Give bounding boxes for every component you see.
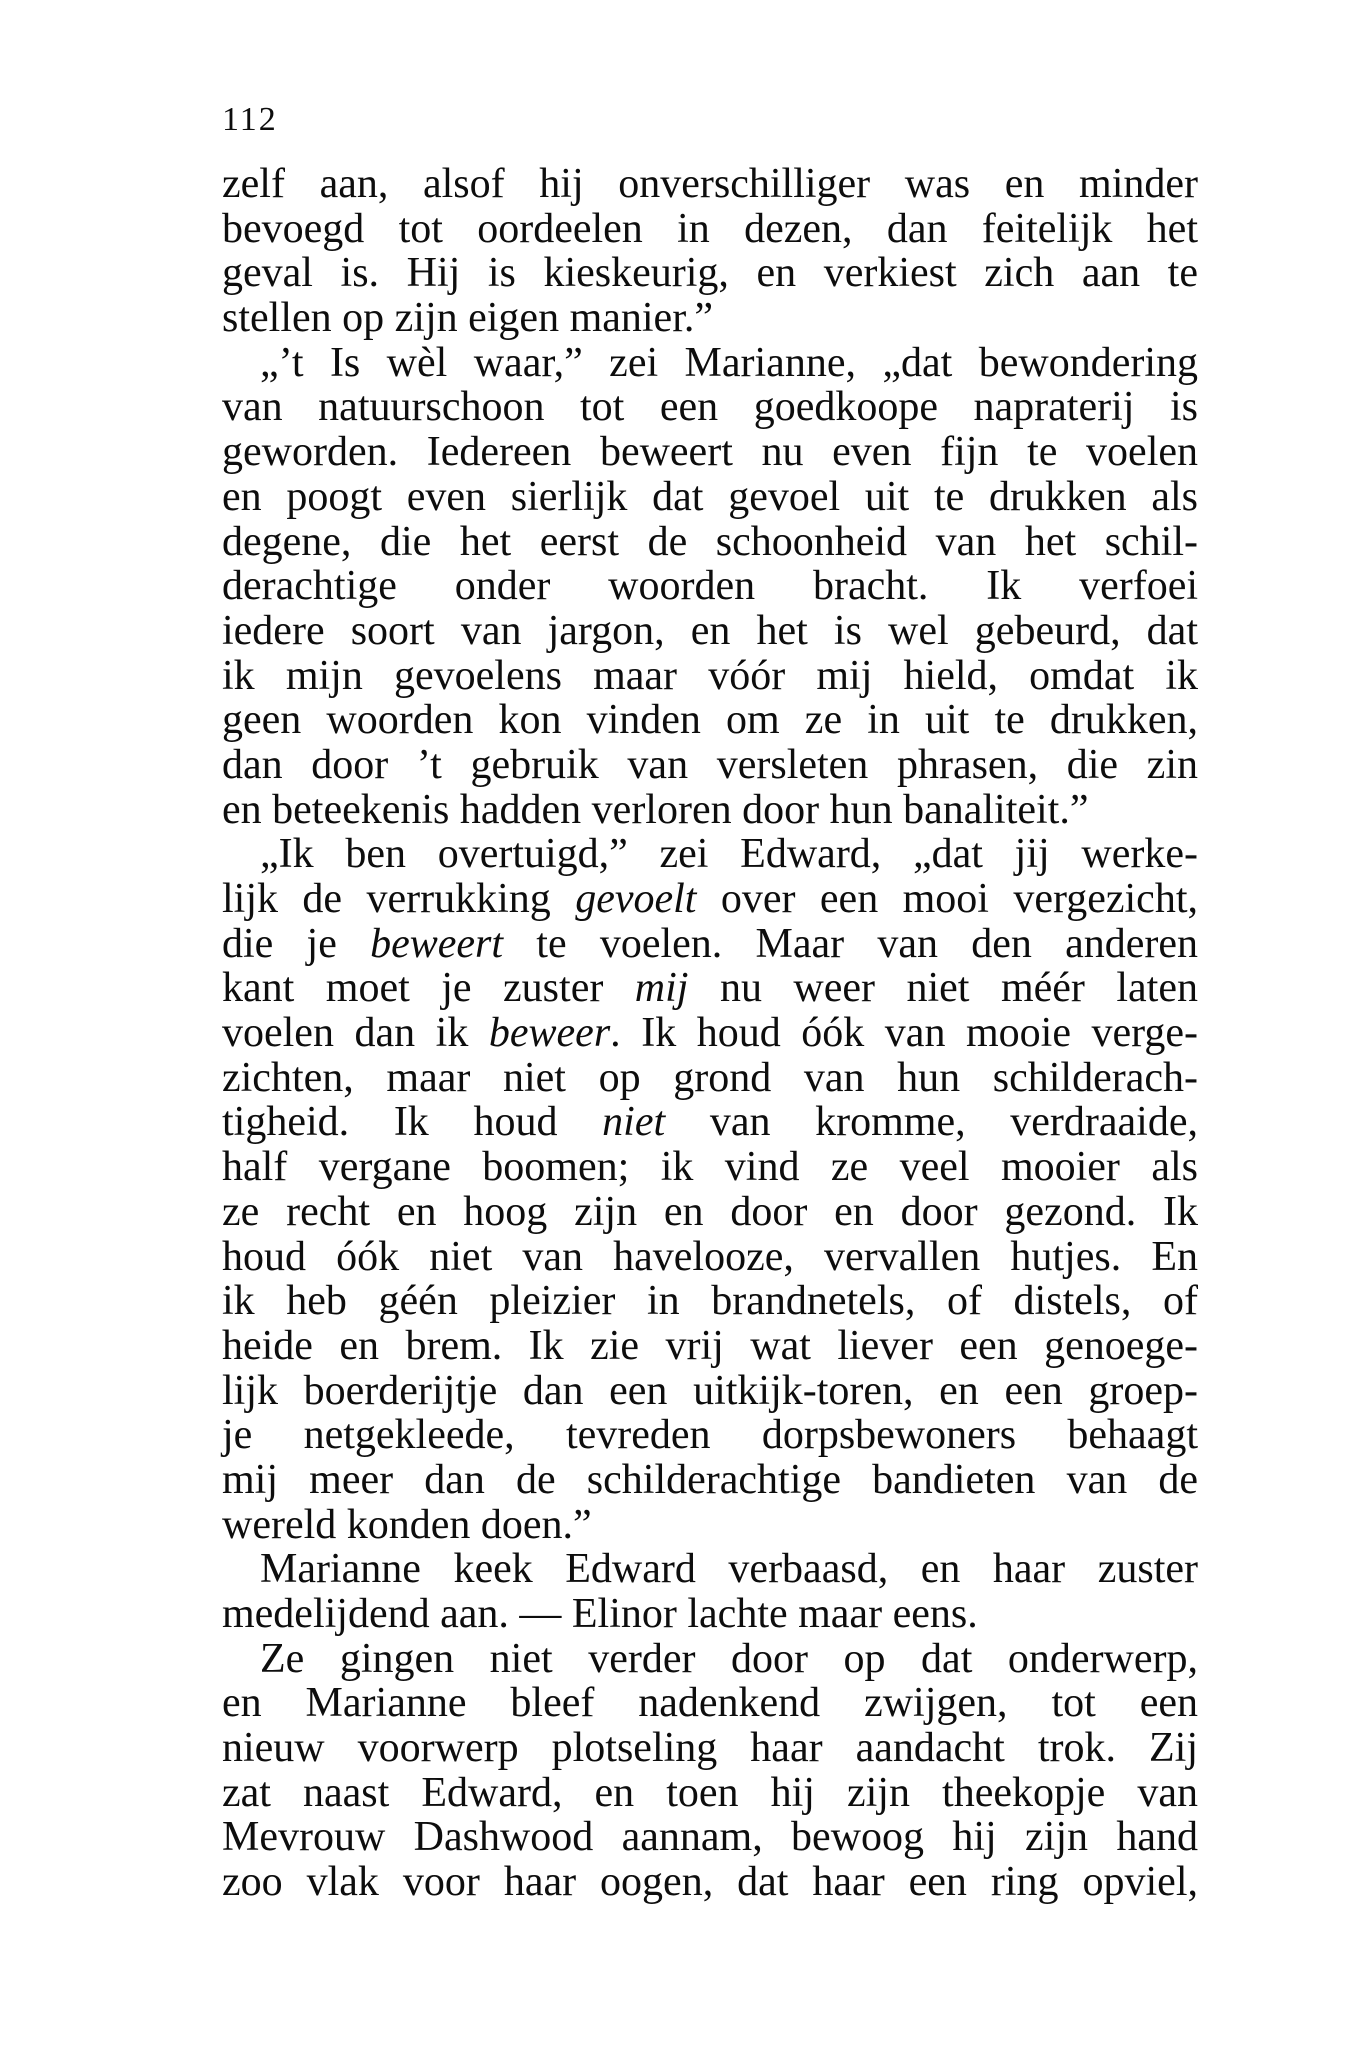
text-line [222, 1100, 1198, 1145]
text-run: te voelen. Maar van den anderen [503, 920, 1199, 967]
text-line: en beteekenis hadden verloren door hun banaliteit.” [222, 786, 1089, 833]
italic-run: beweer [488, 1010, 611, 1057]
text-run: tigheid. Ik houd [222, 1099, 603, 1146]
text-line: medelijdend aan. — Elinor lachte maar eens. [222, 1591, 978, 1637]
text-line: lijk boerderijtje dan een uitkijk-toren, en een groep- [222, 1367, 1198, 1414]
text-run: nu weer niet méér laten [688, 965, 1198, 1012]
text-run: . Ik houd óók van mooie verge- [610, 1010, 1198, 1057]
text-run: over een mooi vergezicht, [696, 876, 1198, 922]
text-line: en Marianne bleef nadenkend zwijgen, tot een [222, 1680, 1198, 1727]
text-line: ik mijn gevoelens maar vóór mij hield, omdat ik [222, 652, 1198, 699]
text-line: Ze gingen niet verder door op dat onderwerp, [260, 1635, 1198, 1682]
text-line [222, 1011, 1198, 1056]
text-line: derachtige onder woorden bracht. Ik verfoei [222, 563, 1198, 610]
text-line [222, 966, 1198, 1011]
text-run: die je [222, 920, 371, 967]
text-line: zat naast Edward, en toen hij zijn theekopje van [222, 1769, 1198, 1816]
text-line: geworden. Iedereen beweert nu even fijn te voelen [222, 429, 1198, 476]
text-line: bevoegd tot oordeelen in dezen, dan feitelijk het [222, 205, 1198, 252]
body-text [222, 162, 1198, 1905]
text-line: degene, die het eerst de schoonheid van het schil- [222, 518, 1198, 565]
italic-run: niet [602, 1099, 666, 1146]
text-run: lijk de verrukking [222, 876, 576, 922]
text-line: mij meer dan de schilderachtige bandieten van de [222, 1456, 1198, 1503]
text-line: nieuw voorwerp plotseling haar aandacht trok. Zij [222, 1725, 1198, 1772]
text-run: voelen dan ik [222, 1010, 489, 1057]
text-line: „’t Is wèl waar,” zei Marianne, „dat bewondering [260, 339, 1198, 386]
text-line: en poogt even sierlijk dat gevoel uit te drukken als [222, 473, 1198, 520]
text-line: half vergane boomen; ik vind ze veel mooier als [222, 1144, 1198, 1191]
italic-run: beweert [370, 920, 504, 967]
text-line: stellen op zijn eigen manier.” [222, 295, 713, 342]
text-run: van kromme, verdraaide, [665, 1099, 1198, 1146]
text-line: van natuurschoon tot een goedkoope napraterij is [222, 384, 1198, 431]
text-line: dan door ’t gebruik van versleten phrasen, die zin [222, 741, 1198, 788]
text-line [222, 922, 1198, 967]
text-line: zichten, maar niet op grond van hun schilderach- [222, 1054, 1198, 1101]
text-line: wereld konden doen.” [222, 1501, 592, 1548]
text-line: zoo vlak voor haar oogen, dat haar een ring opviel, [222, 1859, 1198, 1906]
italic-run: mij [634, 965, 689, 1012]
italic-run: gevoelt [575, 876, 697, 922]
text-line: ik heb géén pleizier in brandnetels, of distels, of [222, 1278, 1198, 1325]
text-line: zelf aan, alsof hij onverschilliger was en minder [222, 161, 1198, 207]
text-line: Mevrouw Dashwood aannam, bewoog hij zijn hand [222, 1814, 1198, 1861]
text-line: ze recht en hoog zijn en door en door gezond. Ik [222, 1188, 1198, 1235]
text-line: geval is. Hij is kieskeurig, en verkiest zich aan te [222, 250, 1198, 297]
text-line: Marianne keek Edward verbaasd, en haar zuster [260, 1546, 1198, 1593]
text-line [222, 877, 1198, 922]
text-run: kant moet je zuster [222, 965, 635, 1012]
page-number: 112 [222, 101, 278, 138]
text-line: iedere soort van jargon, en het is wel gebeurd, dat [222, 607, 1198, 654]
text-line: geen woorden kon vinden om ze in uit te drukken, [222, 697, 1198, 744]
text-line: je netgekleede, tevreden dorpsbewoners behaagt [222, 1412, 1198, 1459]
text-line: „Ik ben overtuigd,” zei Edward, „dat jij werke- [260, 831, 1198, 878]
text-line: heide en brem. Ik zie vrij wat liever een genoege- [222, 1322, 1198, 1369]
text-line: houd óók niet van havelooze, vervallen hutjes. En [222, 1233, 1198, 1280]
